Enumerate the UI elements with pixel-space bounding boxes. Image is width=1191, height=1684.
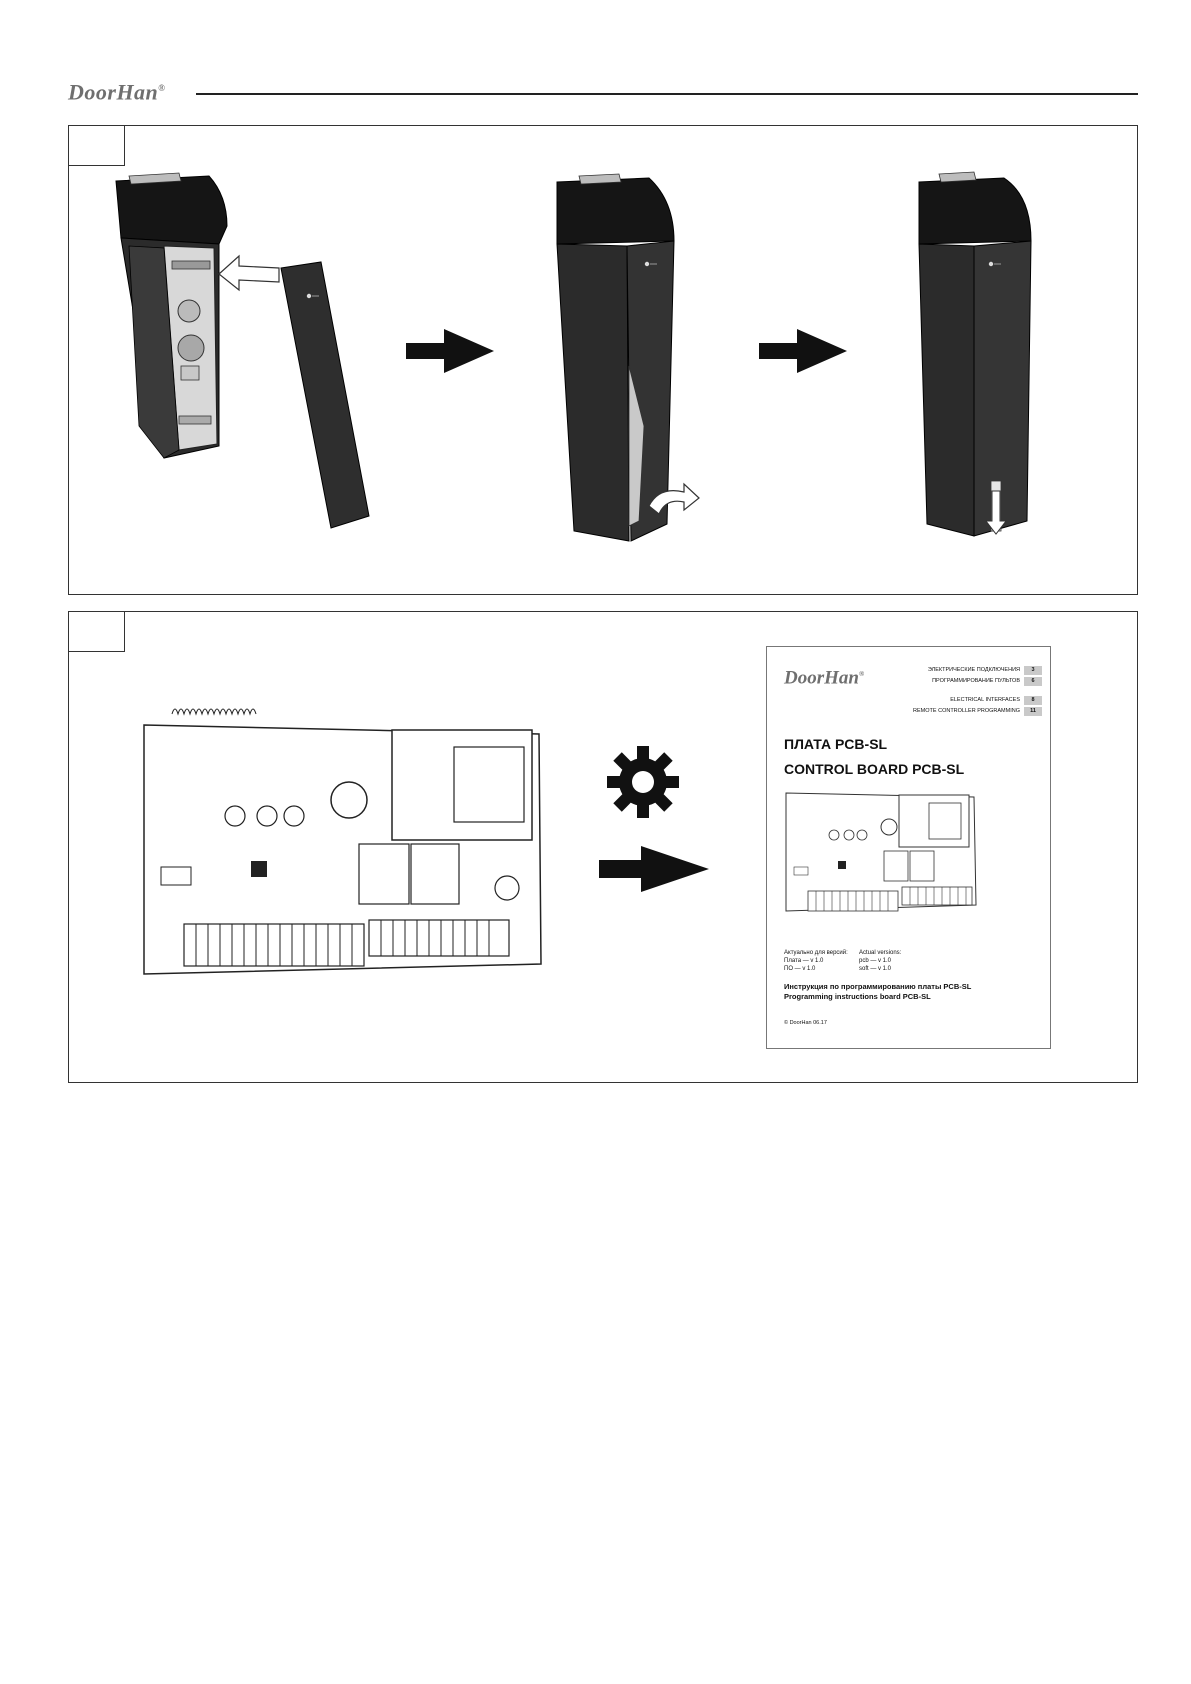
toc-item (902, 676, 1042, 687)
barrier-housing-open (116, 173, 227, 458)
page-header (68, 74, 1138, 105)
header-rule (196, 93, 1138, 95)
left-arrow-icon (219, 256, 279, 290)
manual-cover (766, 646, 1051, 1049)
step-panel-control-board (68, 611, 1138, 1083)
doorhan-logo (68, 74, 166, 106)
toc-item (902, 695, 1042, 706)
versions-soft: soft — v 1.0 (859, 966, 892, 972)
manual-title-ru: ПЛАТА PCB-SL (784, 736, 888, 752)
manual-board-thumbnail (784, 783, 981, 923)
toc-page: 8 (1024, 696, 1042, 705)
toc-label: ЭЛЕКТРИЧЕСКИЕ ПОДКЛЮЧЕНИЯ (927, 667, 1020, 673)
gear-icon (607, 746, 679, 818)
versions-heading: Actual versions: (859, 950, 902, 956)
right-arrow-icon (759, 329, 847, 373)
manual-toc (902, 665, 1042, 717)
step-panel-cover-install (68, 125, 1138, 595)
manual-logo-text: DoorHan (784, 667, 859, 689)
toc-page: 6 (1024, 677, 1042, 686)
instruction-ru: Инструкция по программированию платы PCB-SL (784, 982, 972, 991)
versions-en (859, 949, 901, 973)
right-arrow-icon (599, 846, 709, 892)
logo-registered-mark: ® (158, 83, 166, 93)
versions-board: pcb — v 1.0 (859, 958, 892, 964)
manual-logo-registered-mark: ® (858, 670, 865, 678)
toc-item (902, 706, 1042, 717)
toc-page: 3 (1024, 666, 1042, 675)
side-cover-panel (281, 262, 369, 528)
toc-label: ELECTRICAL INTERFACES (950, 697, 1020, 703)
manual-title (784, 732, 964, 782)
cover-install-illustration (69, 126, 1136, 593)
toc-page: 11 (1024, 707, 1042, 716)
barrier-housing-closed (919, 172, 1031, 536)
manual-doorhan-logo (784, 663, 864, 689)
right-arrow-icon (406, 329, 494, 373)
toc-label: ПРОГРАММИРОВАНИЕ ПУЛЬТОВ (932, 678, 1020, 684)
barrier-housing-closing (557, 174, 674, 541)
manual-title-en: CONTROL BOARD PCB-SL (784, 761, 965, 777)
manual-copyright: © DoorHan 06.17 (784, 1020, 827, 1026)
versions-ru (784, 949, 848, 973)
pcb-board (144, 709, 541, 974)
toc-label: REMOTE CONTROLLER PROGRAMMING (913, 708, 1020, 714)
instruction-en: Programming instructions board PCB-SL (784, 992, 931, 1001)
versions-board: Плата — v 1.0 (784, 958, 824, 964)
versions-heading: Актуально для версий: (784, 950, 848, 956)
manual-instruction-title (784, 982, 971, 1002)
toc-item (902, 665, 1042, 676)
logo-text: DoorHan (68, 79, 159, 105)
versions-soft: ПО — v 1.0 (784, 966, 816, 972)
